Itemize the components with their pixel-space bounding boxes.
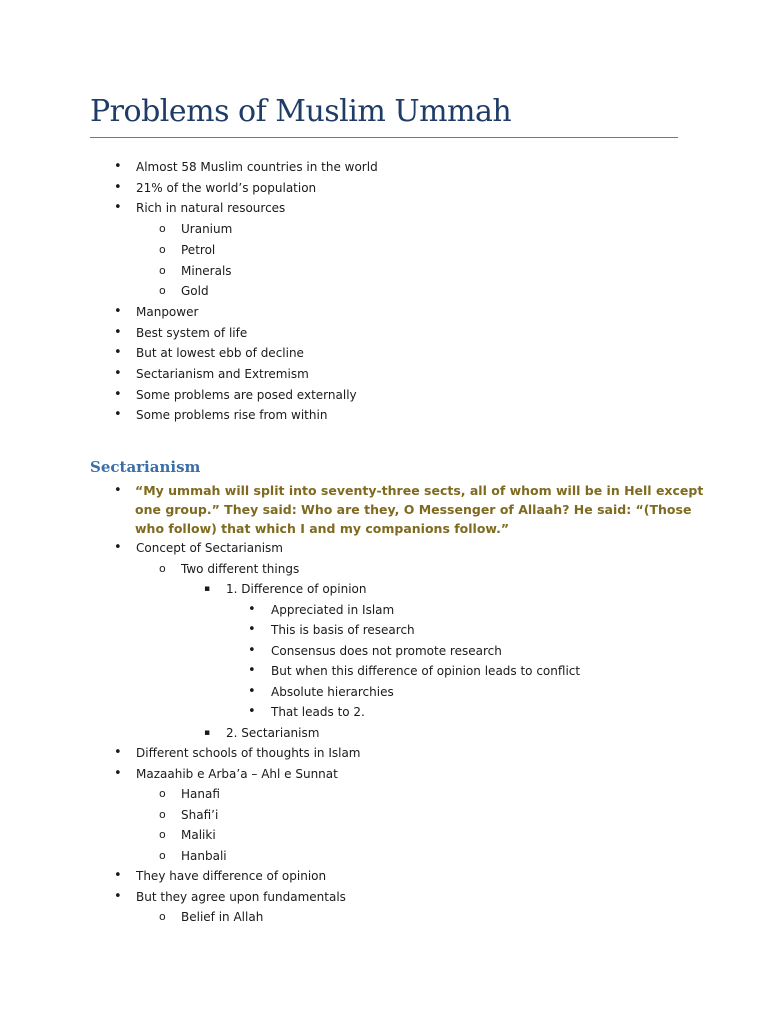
quote-line: one group.” They said: Who are they, O Messenger of Allaah? He said: “(Those [135,502,692,517]
list-marker: • [248,704,256,719]
list-marker: • [114,407,122,423]
list-marker: • [248,622,256,637]
list-marker: o [159,910,166,923]
list-item: This is basis of research [271,623,415,637]
list-marker: o [159,787,166,800]
title-underline [90,137,678,138]
list-item: They have difference of opinion [136,869,327,883]
list-marker: • [114,200,122,216]
list-item: Hanafi [181,787,220,801]
list-marker: • [114,345,122,361]
list-item: Concept of Sectarianism [136,541,283,555]
list-item: Mazaahib e Arba’a – Ahl e Sunnat [136,766,338,781]
list-item: Absolute hierarchies [271,684,394,699]
section-heading-sectarianism: Sectarianism [90,458,201,476]
list-item: Different schools of thoughts in Islam [136,746,361,760]
list-marker: o [159,263,166,277]
list-marker: • [114,179,122,195]
list-marker: o [159,222,166,236]
list-marker: • [114,303,122,319]
list-item: Appreciated in Islam [271,602,395,617]
list-item: Petrol [181,242,216,257]
list-marker: • [114,324,122,340]
list-marker: o [159,807,166,821]
list-marker: • [248,663,256,678]
list-item: But when this difference of opinion leads to conflict [271,664,581,678]
list-item: Two different things [181,561,300,576]
list-marker: • [248,683,256,699]
list-item: Shafi’i [181,807,219,822]
list-marker: • [114,745,122,760]
list-item: Almost 58 Muslim countries in the world [136,160,378,174]
list-marker: • [114,765,122,781]
list-marker: ▪ [204,584,211,594]
list-item: Manpower [136,304,199,319]
list-marker: • [248,601,256,617]
list-marker: • [114,888,122,904]
list-marker: • [248,642,256,658]
list-item: 21% of the world’s population [136,180,317,195]
list-item: 1. Difference of opinion [226,582,367,596]
list-marker: • [114,386,122,402]
list-marker: • [114,540,122,555]
list-marker: o [159,242,166,256]
list-marker: • [114,483,122,498]
list-item: Best system of life [136,325,248,340]
list-item: Minerals [181,263,232,278]
quote-line: who follow) that which I and my companions follow.” [135,521,510,536]
list-item: Some problems rise from within [136,408,328,423]
list-item: But they agree upon fundamentals [136,889,346,904]
list-marker: • [114,868,122,883]
page-title: Problems of Muslim Ummah [90,94,512,129]
list-item: That leads to 2. [271,705,365,719]
list-item: Maliki [181,828,216,842]
list-marker: o [159,284,166,298]
list-item: Some problems are posed externally [136,387,357,402]
list-item: 2. Sectarianism [226,725,320,740]
list-item: Uranium [181,222,233,237]
list-item: Rich in natural resources [136,201,286,216]
list-item: Sectarianism and Extremism [136,367,309,381]
list-item: Hanbali [181,848,227,863]
list-item: Belief in Allah [181,910,264,924]
list-item: Consensus does not promote research [271,643,502,658]
list-marker: ▪ [204,727,211,738]
list-marker: • [114,159,122,174]
list-marker: o [159,561,166,575]
quote-line: “My ummah will split into seventy-three sects, all of whom will be in Hell except [135,483,704,498]
list-marker: • [114,366,122,381]
list-marker: o [159,828,166,841]
list-item: Gold [181,284,209,299]
list-marker: o [159,848,166,862]
list-item: But at lowest ebb of decline [136,346,304,361]
